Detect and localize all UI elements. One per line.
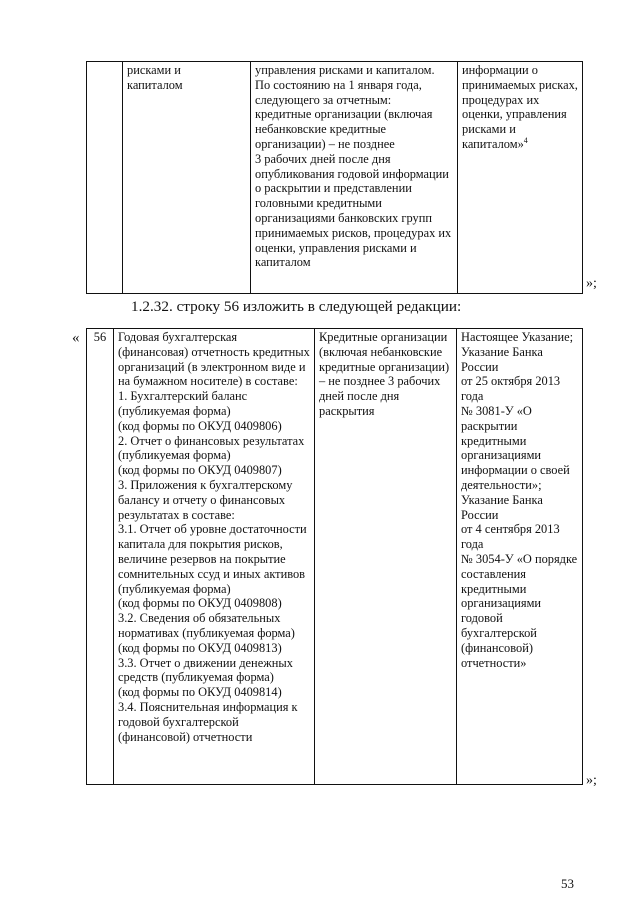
- table-row: [87, 329, 583, 785]
- deadline-text: управления рисками и капиталом. По состоянию на 1 января года, следующего за отчетным: кредитные организации (включая небанковские кредитные организации) – не позднее 3 рабочих дней после дня опубликования годовой информации о раскрытии и представлении головными кредитными организациями банковских групп принимаемых рисков, процедурах их оценки, управления рисками и капиталом: [255, 63, 452, 270]
- opening-quote: «: [72, 330, 80, 346]
- row-number: 56: [93, 330, 107, 344]
- closing-quote: »;: [586, 773, 597, 788]
- basis-text: информации о принимаемых рисках, процедурах их оценки, управления рисками и капиталом»: [462, 63, 578, 151]
- page-number: 53: [561, 876, 574, 891]
- footnote-marker: 4: [523, 135, 528, 145]
- instruction-text: 1.2.32. строку 56 изложить в следующей редакции:: [131, 298, 462, 315]
- form-name-text: рисками и капиталом: [127, 63, 183, 92]
- row-number-cell: [87, 329, 114, 785]
- deadline-cell: [315, 329, 457, 785]
- deadline-text: Кредитные организации (включая небанковские кредитные организации) – не позднее 3 рабочих дней после дня раскрытия: [319, 330, 450, 418]
- basis-text: Настоящее Указание; Указание Банка России от 25 октября 2013 года № 3081-У «О раскрытии кредитными организациями информации о своей деятельности»; Указание Банка России от 4 сентября 2013 года № 3054-У «О порядке составления кредитными организациями годовой бухгалтерской (финансовой) отчетности»: [461, 330, 578, 670]
- form-name-cell: [114, 329, 315, 785]
- basis-cell: [458, 62, 583, 294]
- basis-cell: [457, 329, 583, 785]
- form-name-text: Годовая бухгалтерская (финансовая) отчетность кредитных организаций (в электронном виде и на бумажном носителе) в составе: 1. Бухгалтерский баланс (публикуемая форма) (код формы по ОКУД 0409806) 2. Отчет о финансовых результатах (публикуемая форма) (код формы по ОКУД 0409807) 3. Приложения к бухгалтерскому балансу и отчету о финансовых результатах в составе: 3.1. Отчет об уровне достаточности капитала для покрытия рисков, величине резервов на покрытие сомнительных ссуд и иных активов (публикуемая форма) (код формы по ОКУД 0409808) 3.2. Сведения об обязательных нормативах (публикуемая форма) (код формы по ОКУД 0409813) 3.3. Отчет о движении денежных средств (публикуемая форма) (код формы по ОКУД 0409814) 3.4. Пояснительная информация к годовой бухгалтерской (финансовой) отчетности: [118, 330, 310, 744]
- row-56-table: [86, 328, 583, 785]
- table-row: [87, 62, 583, 294]
- top-table-fragment: [86, 61, 583, 294]
- form-name-cell: [123, 62, 251, 294]
- closing-quote: »;: [586, 276, 597, 291]
- row-number-cell: [87, 62, 123, 294]
- deadline-cell: [251, 62, 458, 294]
